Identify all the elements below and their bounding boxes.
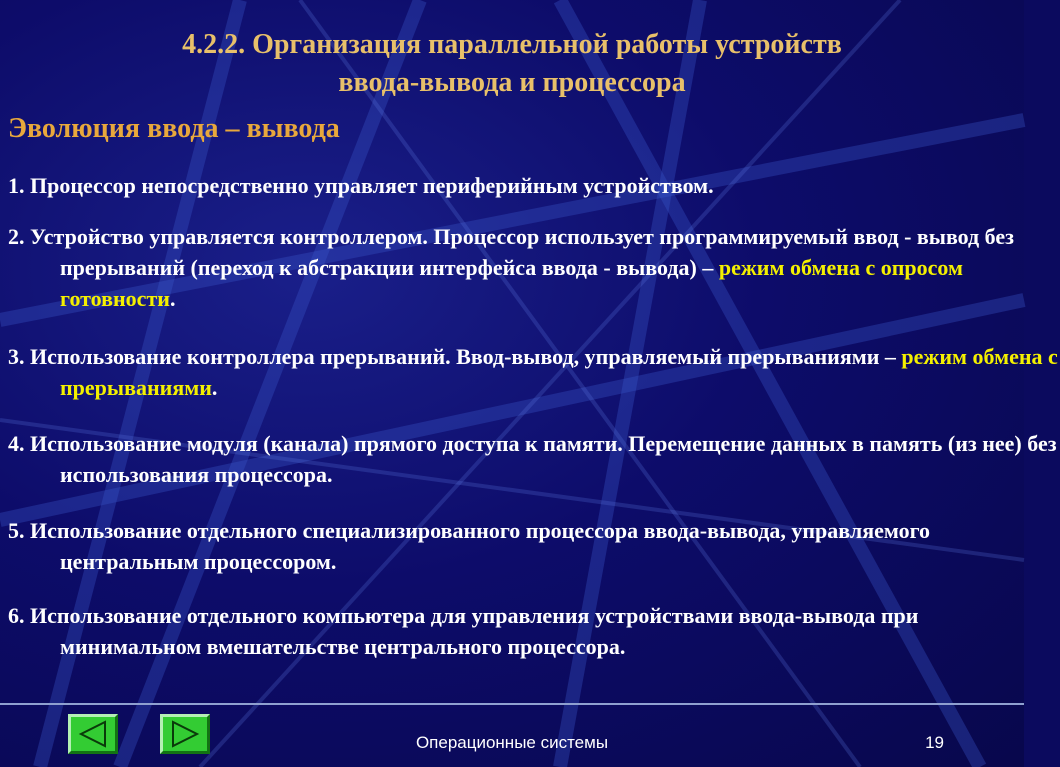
title-line-2: ввода-вывода и процессора (338, 67, 686, 98)
highlight-interrupt-mode: режим обмена с прерываниями (60, 344, 1058, 400)
list-item-text: 1. Процессор непосредственно управляет периферийным устройством. (8, 173, 714, 198)
list-item-2 (8, 221, 1060, 314)
list-item-text: 2. Устройство управляется контроллером. Процессор использует программируемый ввод - вывод без прерываний (переход к абстракции интерфейса ввода - вывода) – (8, 224, 1014, 280)
page-number: 19 (925, 733, 944, 752)
list-item-text: 5. Использование отдельного специализированного процессора ввода-вывода, управляемого центральным процессором. (8, 518, 931, 574)
list-item-text: 6. Использование отдельного компьютера для управления устройствами ввода-вывода при минимальном вмешательстве центрального процессора. (8, 603, 919, 659)
list-item-3 (8, 341, 1060, 403)
list-item-5 (8, 515, 1060, 577)
slide-title (0, 26, 1024, 102)
footer-course-name: Операционные системы (415, 733, 609, 752)
list-item-tail: . (169, 286, 176, 311)
list-item-6 (8, 600, 1060, 662)
list-item-1 (8, 170, 1060, 201)
list-item-tail: . (211, 375, 218, 400)
list-item-4 (8, 428, 1060, 490)
highlight-polling-mode: режим обмена с опросом готовности (60, 255, 963, 311)
title-line-1: 4.2.2. Организация параллельной работы устройств (182, 29, 842, 60)
footer-divider (0, 703, 1024, 705)
slide-subtitle: Эволюция ввода – вывода (8, 113, 340, 144)
list-item-text: 3. Использование контроллера прерываний. Ввод-вывод, управляемый прерываниями – (8, 344, 902, 369)
list-item-text: 4. Использование модуля (канала) прямого доступа к памяти. Перемещение данных в память (из нее) без использования процессора. (8, 431, 1057, 487)
